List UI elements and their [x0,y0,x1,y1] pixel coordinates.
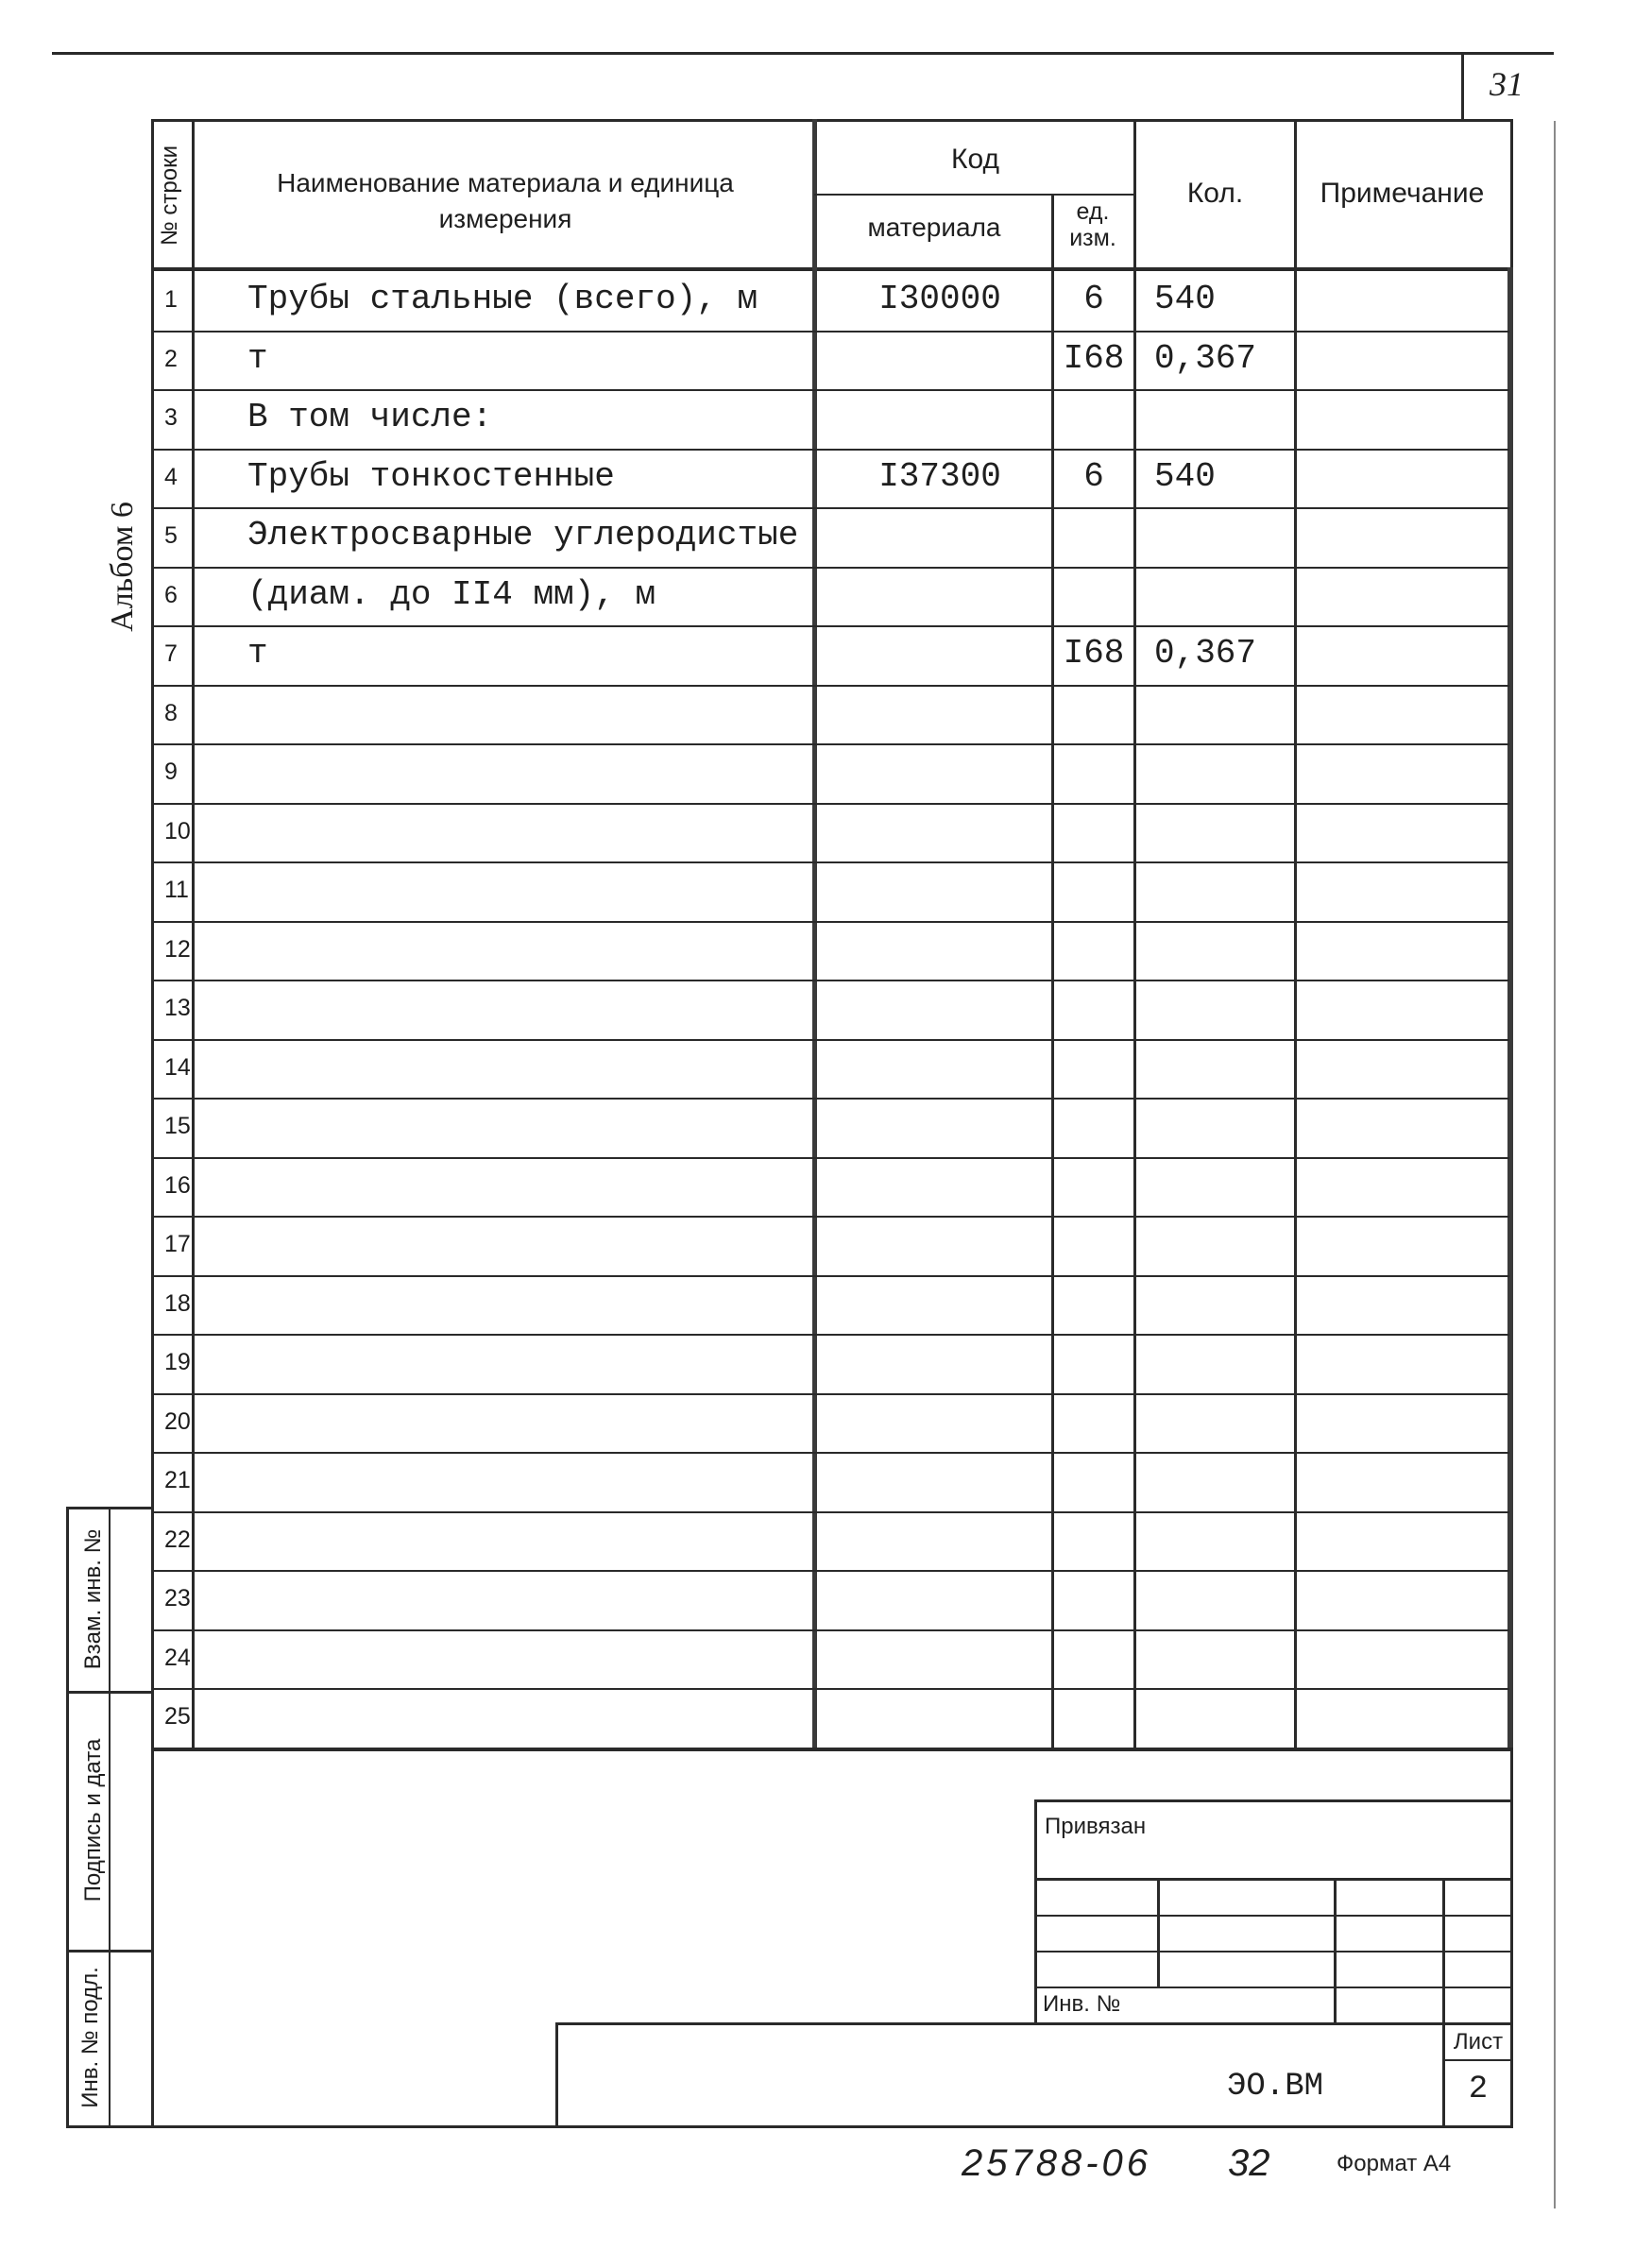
row-number: 16 [164,1172,191,1199]
row-unit: 6 [1083,457,1104,496]
row-name: В том числе: [247,398,493,436]
row-code: I30000 [878,280,1001,318]
row-number: 22 [164,1526,191,1553]
row-line [151,861,1509,863]
row-number: 10 [164,818,191,844]
row-number: 20 [164,1408,191,1435]
row-number: 14 [164,1054,191,1081]
row-qty: 540 [1154,280,1216,318]
row-number: 19 [164,1349,191,1375]
table-bottom-line [151,1748,1513,1751]
top-rule [52,52,1554,55]
row-number: 15 [164,1113,191,1139]
row-line [151,1629,1509,1631]
row-qty: 540 [1154,457,1216,496]
col-qty-divider [1294,119,1297,1750]
row-number: 12 [164,936,191,963]
header-code: Код [950,144,999,175]
row-line [151,1688,1509,1690]
row-line [151,1275,1509,1277]
row-name: т [247,634,268,673]
row-number: 4 [164,464,178,490]
row-line [151,1039,1509,1041]
col-name-divider [812,119,817,1750]
row-qty: 0,367 [1154,339,1257,378]
row-number: 13 [164,995,191,1021]
row-number: 9 [164,759,178,785]
row-line [151,921,1509,923]
tb-top [1034,1799,1513,1802]
row-qty: 0,367 [1154,634,1257,673]
row-number: 5 [164,522,178,549]
row-line [151,1216,1509,1218]
row-line [151,625,1509,627]
footer-page: 32 [1228,2142,1270,2184]
row-number: 1 [164,286,178,313]
header-qty: Кол. [1186,178,1244,209]
page-number-separator [1461,52,1464,120]
table-right-edge [1507,267,1513,1750]
stamp-vzam: Взам. инв. № [80,1528,106,1670]
tb-bottom-left [555,2022,558,2128]
tb-sheet-line [1442,2059,1513,2061]
row-line [151,743,1509,745]
footer-project: 25788-06 [962,2142,1152,2184]
code-subheader-line [814,194,1135,196]
row-unit: I68 [1063,339,1125,378]
row-name: т [247,339,268,378]
row-number: 21 [164,1467,191,1493]
row-unit: 6 [1083,280,1104,318]
stamp-sign: Подпись и дата [80,1738,106,1902]
row-name: Электросварные углеродистые [247,516,799,554]
row-number: 2 [164,346,178,372]
row-number: 3 [164,404,178,431]
frame-right-edge [1554,121,1556,2208]
left-stamp-inner [109,1507,111,2128]
row-number: 24 [164,1645,191,1671]
row-line [151,507,1509,509]
header-row-no: № строки [157,145,182,247]
row-line [151,980,1509,981]
tb-col-2 [1334,1878,1337,2024]
row-number: 25 [164,1703,191,1730]
col-code-divider [1051,194,1054,1750]
tb-bottom-top [555,2022,1513,2025]
row-number: 8 [164,700,178,726]
stamp-inv: Инв. № подл. [77,1967,103,2108]
row-unit: I68 [1063,634,1125,673]
row-line [151,1157,1509,1159]
tb-doc-code: ЭО.ВМ [1226,2069,1324,2105]
tb-sheet-label: Лист [1453,2029,1504,2055]
header-name: Наименование материала и единица измерения [277,168,734,233]
tb-col-1 [1157,1878,1160,1988]
header-material: материала [867,213,1001,242]
row-line [151,1570,1509,1572]
row-name: (диам. до II4 мм), м [247,575,656,614]
row-code: I37300 [878,457,1001,496]
tb-row-2 [1034,1915,1513,1917]
header-bottom-line [151,267,1513,271]
tb-row-4 [1034,1987,1513,1988]
row-number: 23 [164,1585,191,1611]
row-name: Трубы стальные (всего), м [247,280,758,318]
row-line [151,1098,1509,1100]
col-unit-divider [1133,119,1136,1750]
row-line [151,803,1509,805]
row-line [151,1334,1509,1336]
row-line [151,1511,1509,1513]
header-note: Примечание [1320,178,1485,209]
row-name: Трубы тонкостенные [247,457,615,496]
row-number: 18 [164,1290,191,1317]
row-number: 17 [164,1231,191,1257]
page-number: 31 [1490,65,1524,103]
row-number: 7 [164,640,178,667]
row-line [151,1393,1509,1395]
tb-row-1 [1034,1878,1513,1881]
tb-left [1034,1799,1037,2024]
row-line [151,567,1509,569]
row-line [151,389,1509,391]
tb-inv-no: Инв. № [1043,1991,1121,2017]
row-number: 11 [164,877,189,903]
row-line [151,685,1509,687]
tb-privyazan: Привязан [1045,1814,1147,1839]
tb-row-3 [1034,1951,1513,1953]
footer-format: Формат А4 [1337,2151,1452,2176]
row-line [151,331,1509,333]
tb-sheet-no: 2 [1468,2072,1489,2107]
header-unit: ед. изм. [1069,198,1116,251]
album-label: Альбом 6 [105,502,140,632]
row-line [151,449,1509,451]
row-line [151,1452,1509,1454]
row-number: 6 [164,582,178,608]
